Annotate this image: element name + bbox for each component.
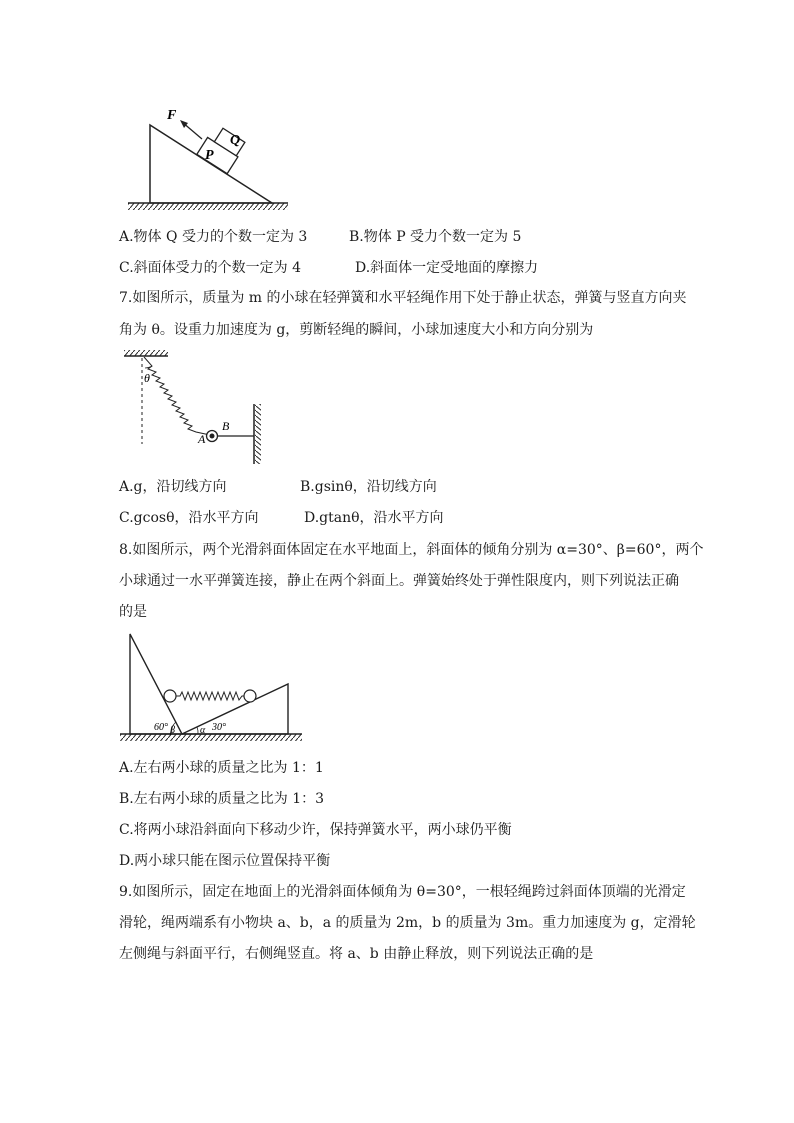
q6-option-c: C.斜面体受力的个数一定为 4 [119,260,302,276]
right-ball [244,690,256,702]
q9-stem-line-3: 左侧绳与斜面平行，右侧绳竖直。将 a、b 由静止释放，则下列说法正确的是 [119,946,594,962]
q7-option-a: A.g，沿切线方向 [119,479,227,495]
spring [144,357,210,435]
q6-option-b: B.物体 P 受力个数一定为 5 [349,229,522,245]
q8-option-a: A.左右两小球的质量之比为 1：1 [119,760,324,776]
ground-hatch [120,734,302,741]
label-beta: β [170,725,175,736]
q8-stem-line-3: 的是 [119,604,147,620]
right-wedge [182,684,288,734]
label-theta: θ [144,371,150,385]
q9-stem-line-1: 9.如图所示，固定在地面上的光滑斜面体倾角为 θ=30°，一根轻绳跨过斜面体顶端的光滑定 [119,884,686,900]
q7-option-c: C.gcosθ，沿水平方向 [119,510,259,526]
label-60-deg: 60° [154,722,168,733]
two-incline-figure [118,630,308,746]
label-alpha: α [200,725,206,736]
ceiling-hatch [124,350,168,356]
incline-block-figure [120,100,300,216]
q9-stem-line-2: 滑轮，绳两端系有小物块 a、b，a 的质量为 2m，b 的质量为 3m。重力加速度为 g，定滑轮 [119,915,696,931]
q7-stem-line-2: 角为 θ。设重力加速度为 g，剪断轻绳的瞬间，小球加速度大小和方向分别为 [119,322,594,338]
q7-stem-line-1: 7.如图所示，质量为 m 的小球在轻弹簧和水平轻绳作用下处于静止状态，弹簧与竖直方向夹 [119,290,687,306]
q6-option-d: D.斜面体一定受地面的摩擦力 [355,260,539,276]
q8-option-b: B.左右两小球的质量之比为 1：3 [119,791,325,807]
horizontal-spring [176,692,244,700]
spring-ball-figure [118,346,278,468]
q8-option-c: C.将两小球沿斜面向下移动少许，保持弹簧水平，两小球仍平衡 [119,822,512,838]
label-p: P [205,148,214,163]
q7-option-b: B.gsinθ，沿切线方向 [300,479,437,495]
label-q: Q [230,133,241,148]
q8-stem-line-1: 8.如图所示，两个光滑斜面体固定在水平地面上，斜面体的倾角分别为 α=30°、β=60°，两个 [119,542,704,558]
left-ball [164,690,176,702]
q6-option-a: A.物体 Q 受力的个数一定为 3 [119,229,308,245]
label-b: B [222,419,230,433]
ground-hatch [128,203,288,210]
label-30-deg: 30° [212,722,226,733]
label-a: A [198,432,206,446]
label-f: F [167,108,177,123]
q8-option-d: D.两小球只能在图示位置保持平衡 [119,853,331,869]
q7-option-d: D.gtanθ，沿水平方向 [304,510,444,526]
left-wedge [130,634,182,734]
q8-stem-line-2: 小球通过一水平弹簧连接，静止在两个斜面上。弹簧始终处于弹性限度内，则下列说法正确 [119,573,679,589]
